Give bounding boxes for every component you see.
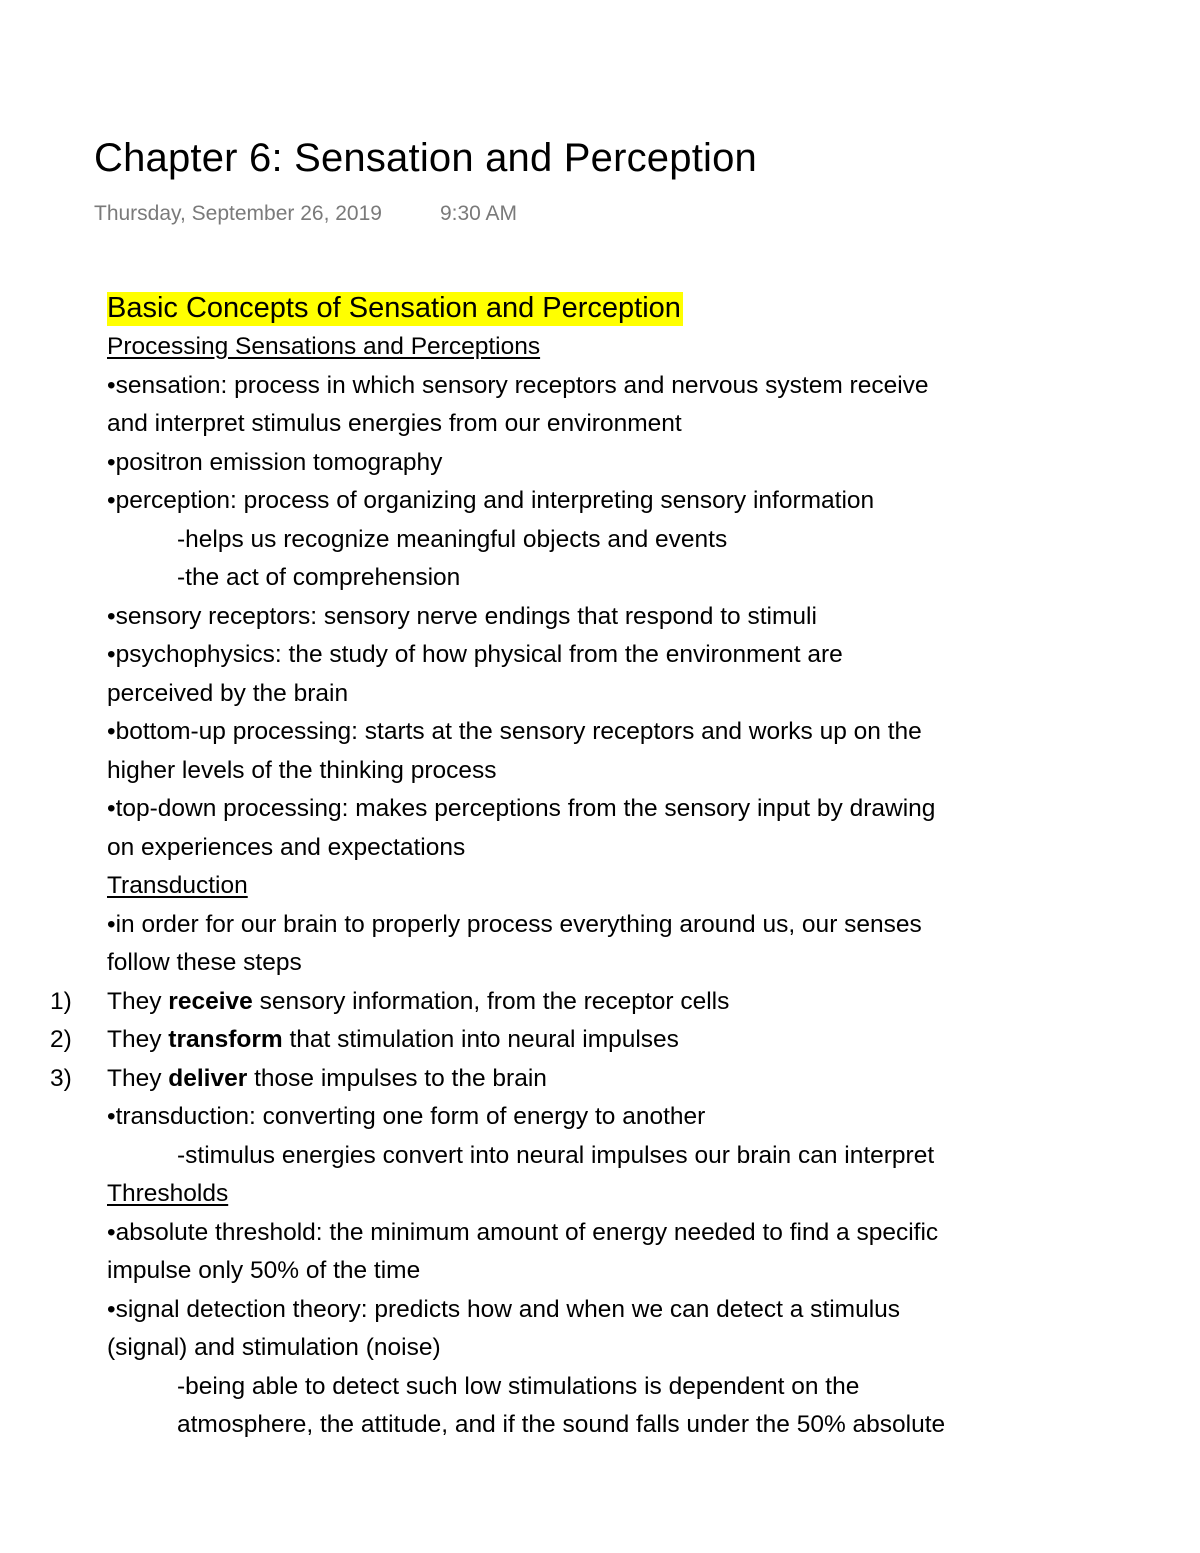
subheading-processing: Processing Sensations and Perceptions — [107, 333, 541, 360]
step-text: They — [107, 1026, 169, 1053]
note-line: (signal) and stimulation (noise) — [107, 1334, 441, 1361]
step-text: those impulses to the brain — [247, 1064, 547, 1092]
note-line: •absolute threshold: the minimum amount of energy needed to find a specific — [107, 1218, 939, 1246]
note-line: •sensation: process in which sensory receptors and nervous system receive — [107, 371, 929, 399]
numbered-step — [50, 1060, 1137, 1099]
step-text: They — [107, 1064, 169, 1092]
note-line: perceived by the brain — [107, 679, 349, 707]
step-keyword: transform — [168, 1026, 283, 1053]
note-line-indented: -being able to detect such low stimulations is dependent on the — [177, 1372, 860, 1400]
step-text: They — [107, 987, 169, 1015]
step-text: sensory information, from the receptor cells — [252, 987, 730, 1015]
note-line: impulse only 50% of the time — [107, 1257, 421, 1284]
note-line: •transduction: converting one form of energy to another — [107, 1103, 706, 1130]
page-timestamp — [94, 200, 517, 228]
step-number: 1) — [50, 987, 72, 1015]
note-line: on experiences and expectations — [107, 833, 466, 861]
step-text: that stimulation into neural impulses — [282, 1026, 679, 1053]
page-title: Chapter 6: Sensation and Perception — [94, 136, 757, 180]
note-line-indented: -helps us recognize meaningful objects and events — [177, 525, 728, 553]
subheading-thresholds: Thresholds — [107, 1180, 229, 1207]
note-line: •positron emission tomography — [107, 448, 443, 476]
heading-text: Basic Concepts of Sensation and Perception — [107, 292, 681, 324]
note-line: •perception: process of organizing and interpreting sensory information — [107, 487, 875, 514]
note-line: •psychophysics: the study of how physical from the environment are — [107, 641, 843, 668]
note-body — [50, 290, 1137, 1445]
note-line: follow these steps — [107, 949, 302, 976]
page-date: Thursday, September 26, 2019 — [94, 202, 382, 225]
numbered-step — [50, 983, 1137, 1022]
note-line: •in order for our brain to properly process everything around us, our senses — [107, 910, 922, 938]
highlighted-heading — [107, 290, 1137, 328]
subheading-transduction: Transduction — [107, 872, 248, 899]
note-line: •sensory receptors: sensory nerve endings that respond to stimuli — [107, 602, 817, 630]
note-line-indented: atmosphere, the attitude, and if the sound falls under the 50% absolute — [177, 1411, 946, 1438]
numbered-step — [50, 1021, 1137, 1060]
note-line: •top-down processing: makes perceptions from the sensory input by drawing — [107, 795, 936, 822]
step-number: 3) — [50, 1064, 72, 1092]
note-line: and interpret stimulus energies from our environment — [107, 410, 682, 437]
note-line-indented: -stimulus energies convert into neural impulses our brain can interpret — [177, 1141, 935, 1169]
page-time: 9:30 AM — [439, 202, 518, 225]
note-line: •signal detection theory: predicts how and when we can detect a stimulus — [107, 1295, 901, 1323]
note-line: •bottom-up processing: starts at the sensory receptors and works up on the — [107, 718, 922, 745]
step-keyword: deliver — [168, 1064, 248, 1092]
note-line: higher levels of the thinking process — [107, 756, 497, 784]
note-line-indented: -the act of comprehension — [177, 564, 461, 591]
step-keyword: receive — [168, 987, 253, 1015]
step-number: 2) — [50, 1026, 72, 1053]
